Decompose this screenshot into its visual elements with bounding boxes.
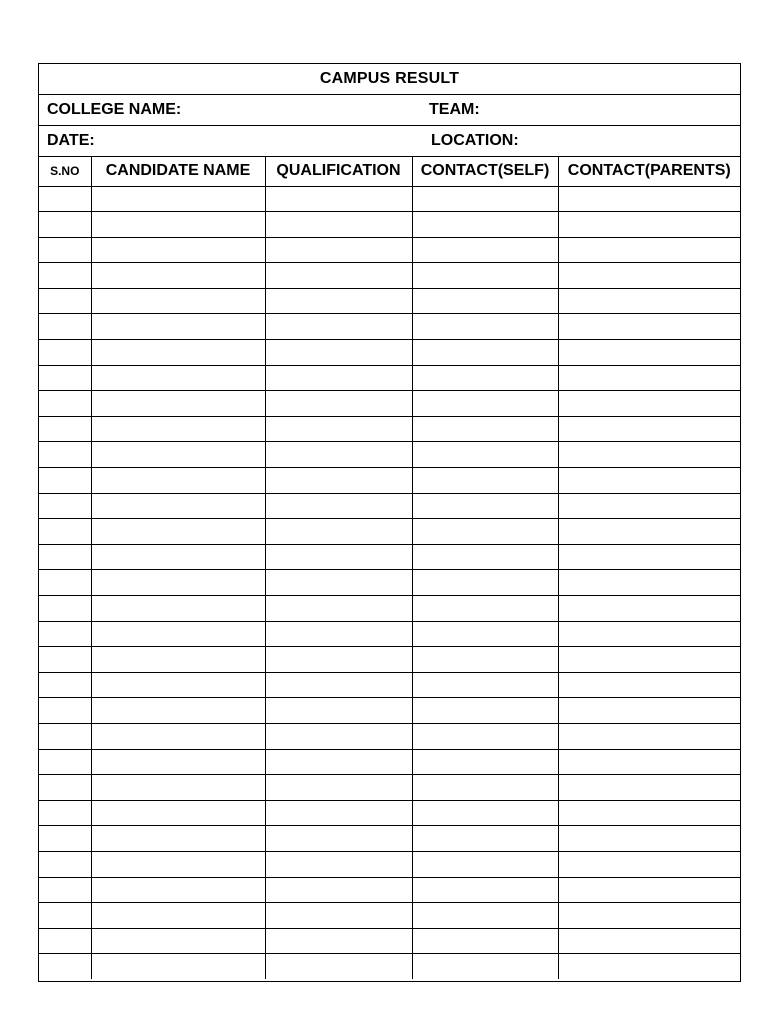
table-row [39,621,740,647]
table-row [39,775,740,801]
cell-candidate-name [91,698,265,724]
cell-candidate-name [91,442,265,468]
cell-contact-parents [558,672,740,698]
cell-candidate-name [91,800,265,826]
cell-sno [39,468,91,494]
column-header-candidate-name: CANDIDATE NAME [91,157,265,186]
cell-qualification [265,647,412,673]
table-row [39,237,740,263]
college-name-label: COLLEGE NAME: [47,101,182,118]
cell-candidate-name [91,519,265,545]
cell-contact-self [412,468,558,494]
cell-contact-parents [558,723,740,749]
cell-contact-self [412,800,558,826]
table-row [39,749,740,775]
cell-contact-self [412,775,558,801]
cell-sno [39,314,91,340]
cell-candidate-name [91,365,265,391]
table-row [39,647,740,673]
cell-contact-parents [558,647,740,673]
team-label: TEAM: [429,101,480,118]
cell-candidate-name [91,851,265,877]
cell-sno [39,903,91,929]
cell-qualification [265,365,412,391]
cell-contact-self [412,928,558,954]
cell-sno [39,391,91,417]
cell-candidate-name [91,391,265,417]
cell-candidate-name [91,468,265,494]
cell-contact-self [412,314,558,340]
cell-qualification [265,570,412,596]
cell-qualification [265,391,412,417]
cell-qualification [265,749,412,775]
cell-contact-parents [558,237,740,263]
cell-contact-parents [558,544,740,570]
cell-contact-self [412,851,558,877]
cell-candidate-name [91,621,265,647]
cell-contact-parents [558,903,740,929]
cell-sno [39,544,91,570]
cell-qualification [265,544,412,570]
cell-sno [39,288,91,314]
cell-contact-self [412,186,558,212]
cell-contact-parents [558,186,740,212]
table-row [39,851,740,877]
cell-qualification [265,672,412,698]
cell-qualification [265,928,412,954]
cell-sno [39,928,91,954]
cell-sno [39,186,91,212]
cell-contact-self [412,544,558,570]
cell-sno [39,493,91,519]
cell-contact-parents [558,596,740,622]
cell-candidate-name [91,314,265,340]
cell-qualification [265,212,412,238]
cell-sno [39,723,91,749]
cell-candidate-name [91,263,265,289]
column-header-qualification: QUALIFICATION [265,157,412,186]
cell-candidate-name [91,877,265,903]
cell-contact-parents [558,851,740,877]
table-row [39,391,740,417]
cell-sno [39,340,91,366]
cell-contact-parents [558,263,740,289]
cell-qualification [265,954,412,980]
cell-qualification [265,621,412,647]
cell-sno [39,672,91,698]
cell-contact-parents [558,365,740,391]
table-row [39,442,740,468]
candidate-table [39,157,740,979]
cell-qualification [265,723,412,749]
cell-candidate-name [91,237,265,263]
cell-sno [39,621,91,647]
table-row [39,186,740,212]
campus-result-form [38,63,741,982]
table-row [39,877,740,903]
cell-contact-parents [558,493,740,519]
cell-contact-self [412,340,558,366]
cell-contact-self [412,749,558,775]
table-row [39,903,740,929]
cell-qualification [265,416,412,442]
date-label: DATE: [47,132,95,149]
cell-qualification [265,442,412,468]
cell-sno [39,826,91,852]
cell-qualification [265,826,412,852]
cell-contact-parents [558,519,740,545]
cell-contact-self [412,416,558,442]
cell-qualification [265,903,412,929]
table-row [39,954,740,980]
cell-contact-parents [558,800,740,826]
table-row [39,288,740,314]
cell-sno [39,749,91,775]
cell-candidate-name [91,672,265,698]
cell-qualification [265,263,412,289]
cell-qualification [265,519,412,545]
cell-qualification [265,800,412,826]
table-row [39,365,740,391]
cell-sno [39,954,91,980]
cell-contact-parents [558,314,740,340]
table-row [39,698,740,724]
cell-contact-self [412,723,558,749]
cell-sno [39,442,91,468]
table-row [39,723,740,749]
cell-contact-parents [558,954,740,980]
table-row [39,596,740,622]
cell-sno [39,365,91,391]
cell-candidate-name [91,212,265,238]
cell-contact-parents [558,749,740,775]
column-header-contact-self: CONTACT(SELF) [412,157,558,186]
cell-contact-self [412,237,558,263]
cell-contact-self [412,672,558,698]
cell-candidate-name [91,186,265,212]
cell-candidate-name [91,340,265,366]
cell-sno [39,800,91,826]
cell-contact-self [412,903,558,929]
cell-qualification [265,340,412,366]
cell-qualification [265,288,412,314]
cell-contact-self [412,954,558,980]
college-team-row [39,95,740,126]
cell-candidate-name [91,570,265,596]
cell-candidate-name [91,749,265,775]
cell-contact-self [412,647,558,673]
cell-candidate-name [91,288,265,314]
cell-sno [39,877,91,903]
cell-contact-self [412,365,558,391]
cell-candidate-name [91,416,265,442]
cell-candidate-name [91,928,265,954]
cell-qualification [265,186,412,212]
table-row [39,570,740,596]
table-row [39,468,740,494]
cell-candidate-name [91,826,265,852]
cell-contact-self [412,442,558,468]
cell-contact-self [412,263,558,289]
cell-contact-parents [558,570,740,596]
column-header-contact-parents: CONTACT(PARENTS) [558,157,740,186]
cell-contact-self [412,826,558,852]
table-row [39,928,740,954]
cell-candidate-name [91,903,265,929]
table-row [39,493,740,519]
cell-contact-parents [558,442,740,468]
table-row [39,800,740,826]
location-label: LOCATION: [431,132,519,149]
cell-contact-parents [558,621,740,647]
cell-candidate-name [91,493,265,519]
cell-contact-self [412,621,558,647]
cell-sno [39,263,91,289]
cell-qualification [265,237,412,263]
cell-contact-parents [558,928,740,954]
cell-contact-parents [558,212,740,238]
table-header-row [39,157,740,186]
cell-candidate-name [91,723,265,749]
table-row [39,340,740,366]
table-row [39,212,740,238]
cell-qualification [265,493,412,519]
table-row [39,314,740,340]
cell-sno [39,212,91,238]
table-row [39,826,740,852]
table-row [39,672,740,698]
form-title: CAMPUS RESULT [39,64,740,95]
cell-sno [39,519,91,545]
cell-sno [39,416,91,442]
cell-sno [39,237,91,263]
cell-qualification [265,596,412,622]
column-header-sno: S.NO [39,157,91,186]
cell-candidate-name [91,544,265,570]
cell-contact-parents [558,468,740,494]
cell-contact-self [412,288,558,314]
cell-contact-parents [558,340,740,366]
cell-candidate-name [91,954,265,980]
table-row [39,519,740,545]
cell-qualification [265,698,412,724]
cell-contact-parents [558,391,740,417]
cell-contact-self [412,212,558,238]
cell-contact-self [412,698,558,724]
cell-sno [39,570,91,596]
cell-contact-parents [558,877,740,903]
cell-candidate-name [91,596,265,622]
cell-contact-parents [558,698,740,724]
cell-qualification [265,877,412,903]
cell-contact-parents [558,288,740,314]
cell-contact-parents [558,416,740,442]
cell-contact-parents [558,775,740,801]
table-row [39,416,740,442]
cell-sno [39,647,91,673]
cell-sno [39,851,91,877]
cell-candidate-name [91,647,265,673]
cell-contact-parents [558,826,740,852]
cell-sno [39,775,91,801]
cell-qualification [265,468,412,494]
cell-contact-self [412,391,558,417]
table-row [39,544,740,570]
cell-contact-self [412,519,558,545]
cell-sno [39,596,91,622]
cell-qualification [265,775,412,801]
cell-contact-self [412,493,558,519]
cell-qualification [265,314,412,340]
cell-contact-self [412,877,558,903]
cell-contact-self [412,596,558,622]
cell-candidate-name [91,775,265,801]
date-location-row [39,126,740,157]
cell-sno [39,698,91,724]
table-row [39,263,740,289]
cell-contact-self [412,570,558,596]
table-body [39,186,740,979]
cell-qualification [265,851,412,877]
